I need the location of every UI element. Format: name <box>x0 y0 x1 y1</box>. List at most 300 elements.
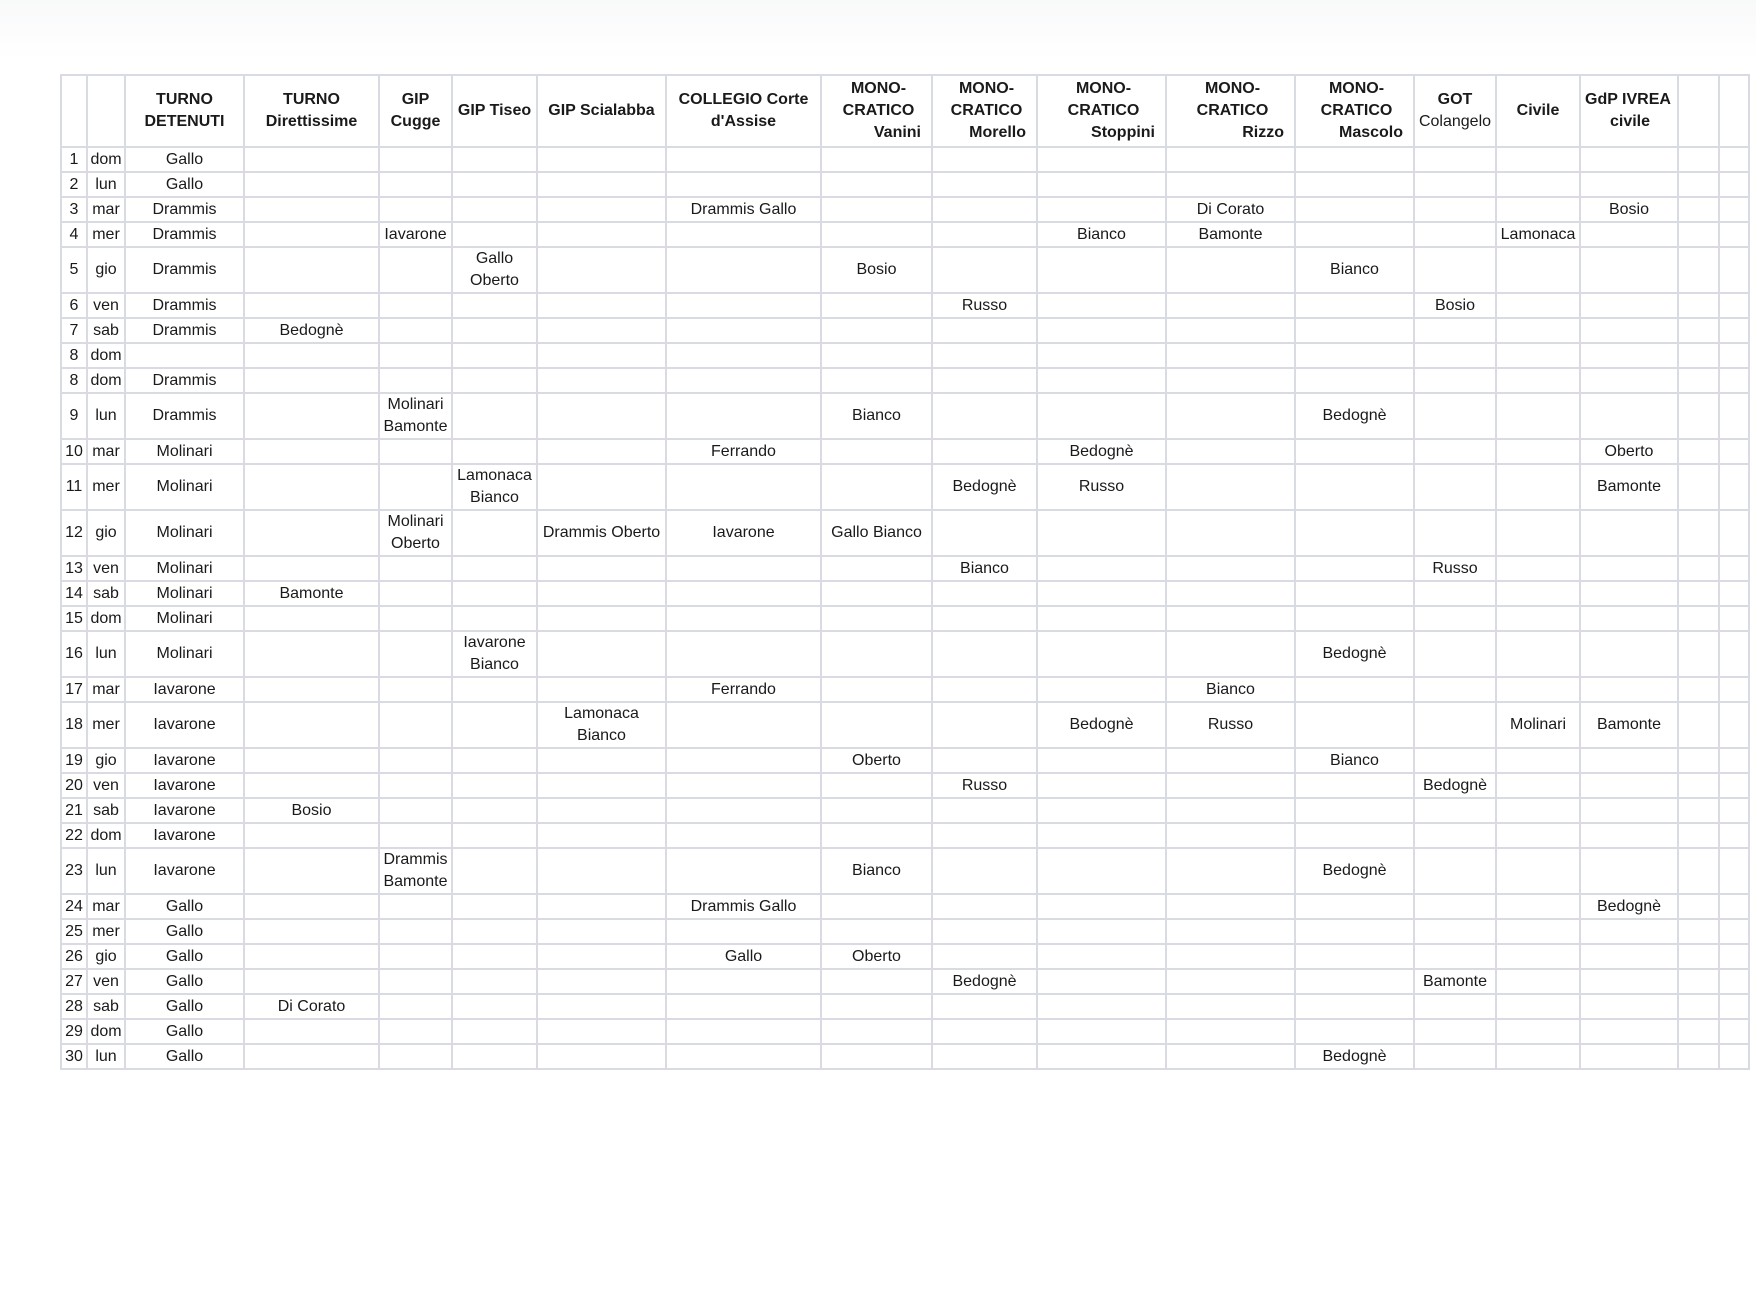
cell-gdp[interactable] <box>1580 368 1678 393</box>
cell-x1[interactable] <box>1678 773 1719 798</box>
cell-stoppini[interactable] <box>1037 969 1166 994</box>
cell-det[interactable]: Iavarone <box>125 677 244 702</box>
cell-morello[interactable]: Bianco <box>932 556 1037 581</box>
cell-n[interactable]: 16 <box>61 631 87 677</box>
cell-vanini[interactable] <box>821 172 932 197</box>
cell-scialabba[interactable] <box>537 848 666 894</box>
cell-x1[interactable] <box>1678 631 1719 677</box>
cell-dir[interactable] <box>244 147 379 172</box>
cell-rizzo[interactable] <box>1166 293 1295 318</box>
cell-dir[interactable] <box>244 969 379 994</box>
cell-gdp[interactable]: Bedognè <box>1580 894 1678 919</box>
cell-collegio[interactable]: Iavarone <box>666 510 821 556</box>
cell-vanini[interactable] <box>821 919 932 944</box>
cell-stoppini[interactable]: Bedognè <box>1037 439 1166 464</box>
cell-gdp[interactable] <box>1580 773 1678 798</box>
cell-n[interactable]: 1 <box>61 147 87 172</box>
cell-morello[interactable] <box>932 702 1037 748</box>
cell-gdp[interactable] <box>1580 677 1678 702</box>
cell-vanini[interactable] <box>821 147 932 172</box>
header-num[interactable] <box>61 75 87 147</box>
cell-gdp[interactable] <box>1580 318 1678 343</box>
cell-vanini[interactable] <box>821 894 932 919</box>
cell-det[interactable]: Drammis <box>125 197 244 222</box>
cell-mascolo[interactable]: Bedognè <box>1295 848 1414 894</box>
cell-got[interactable] <box>1414 510 1496 556</box>
cell-cugge[interactable] <box>379 1019 452 1044</box>
cell-gdp[interactable] <box>1580 798 1678 823</box>
cell-collegio[interactable] <box>666 393 821 439</box>
cell-collegio[interactable] <box>666 147 821 172</box>
header-collegio[interactable]: COLLEGIO Corte d'Assise <box>666 75 821 147</box>
header-gip-cugge[interactable]: GIP Cugge <box>379 75 452 147</box>
cell-gdp[interactable] <box>1580 631 1678 677</box>
cell-mascolo[interactable] <box>1295 944 1414 969</box>
cell-tiseo[interactable] <box>452 464 537 510</box>
cell-civile[interactable] <box>1496 343 1580 368</box>
cell-morello[interactable] <box>932 1044 1037 1069</box>
cell-civile[interactable]: Molinari <box>1496 702 1580 748</box>
cell-dir[interactable] <box>244 247 379 293</box>
cell-x2[interactable] <box>1719 969 1749 994</box>
cell-stoppini[interactable] <box>1037 894 1166 919</box>
cell-collegio[interactable] <box>666 631 821 677</box>
cell-scialabba[interactable] <box>537 247 666 293</box>
header-mono-mascolo[interactable] <box>1295 75 1414 147</box>
cell-rizzo[interactable] <box>1166 172 1295 197</box>
cell-stoppini[interactable] <box>1037 172 1166 197</box>
cell-scialabba[interactable] <box>537 581 666 606</box>
cell-rizzo[interactable] <box>1166 1019 1295 1044</box>
cell-tiseo[interactable] <box>452 293 537 318</box>
cell-got[interactable] <box>1414 147 1496 172</box>
cell-rizzo[interactable] <box>1166 969 1295 994</box>
cell-cugge[interactable] <box>379 318 452 343</box>
cell-cugge[interactable] <box>379 748 452 773</box>
cell-x2[interactable] <box>1719 848 1749 894</box>
cell-stoppini[interactable] <box>1037 944 1166 969</box>
cell-x1[interactable] <box>1678 318 1719 343</box>
cell-det[interactable]: Drammis <box>125 247 244 293</box>
cell-collegio[interactable]: Drammis Gallo <box>666 197 821 222</box>
cell-mascolo[interactable] <box>1295 798 1414 823</box>
cell-rizzo[interactable] <box>1166 919 1295 944</box>
cell-day[interactable]: gio <box>87 247 125 293</box>
cell-collegio[interactable] <box>666 343 821 368</box>
cell-gdp[interactable] <box>1580 969 1678 994</box>
cell-vanini[interactable] <box>821 969 932 994</box>
cell-x1[interactable] <box>1678 172 1719 197</box>
cell-det[interactable]: Molinari <box>125 631 244 677</box>
cell-stoppini[interactable] <box>1037 823 1166 848</box>
cell-x1[interactable] <box>1678 556 1719 581</box>
cell-n[interactable]: 10 <box>61 439 87 464</box>
cell-civile[interactable] <box>1496 1044 1580 1069</box>
cell-morello[interactable] <box>932 919 1037 944</box>
cell-vanini[interactable] <box>821 556 932 581</box>
cell-dir[interactable] <box>244 773 379 798</box>
cell-collegio[interactable] <box>666 1044 821 1069</box>
cell-n[interactable]: 17 <box>61 677 87 702</box>
cell-x1[interactable] <box>1678 944 1719 969</box>
cell-dir[interactable] <box>244 293 379 318</box>
cell-gdp[interactable] <box>1580 247 1678 293</box>
cell-dir[interactable] <box>244 631 379 677</box>
cell-x1[interactable] <box>1678 702 1719 748</box>
cell-x2[interactable] <box>1719 393 1749 439</box>
cell-det[interactable]: Gallo <box>125 172 244 197</box>
cell-scialabba[interactable] <box>537 464 666 510</box>
cell-got[interactable] <box>1414 944 1496 969</box>
cell-x1[interactable] <box>1678 581 1719 606</box>
cell-tiseo[interactable] <box>452 393 537 439</box>
cell-tiseo[interactable] <box>452 848 537 894</box>
cell-x2[interactable] <box>1719 293 1749 318</box>
cell-vanini[interactable]: Oberto <box>821 944 932 969</box>
cell-mascolo[interactable] <box>1295 894 1414 919</box>
cell-x1[interactable] <box>1678 197 1719 222</box>
cell-morello[interactable] <box>932 343 1037 368</box>
cell-mascolo[interactable]: Bedognè <box>1295 1044 1414 1069</box>
cell-rizzo[interactable] <box>1166 581 1295 606</box>
cell-n[interactable]: 21 <box>61 798 87 823</box>
cell-tiseo[interactable] <box>452 581 537 606</box>
cell-rizzo[interactable] <box>1166 393 1295 439</box>
cell-rizzo[interactable] <box>1166 1044 1295 1069</box>
cell-collegio[interactable] <box>666 556 821 581</box>
cell-mascolo[interactable]: Bedognè <box>1295 393 1414 439</box>
cell-x1[interactable] <box>1678 969 1719 994</box>
cell-n[interactable]: 23 <box>61 848 87 894</box>
cell-got[interactable]: Bedognè <box>1414 773 1496 798</box>
cell-tiseo[interactable] <box>452 343 537 368</box>
cell-tiseo[interactable] <box>452 247 537 293</box>
cell-dir[interactable] <box>244 222 379 247</box>
cell-x2[interactable] <box>1719 247 1749 293</box>
cell-tiseo[interactable] <box>452 1044 537 1069</box>
cell-tiseo[interactable] <box>452 368 537 393</box>
cell-tiseo[interactable] <box>452 1019 537 1044</box>
cell-collegio[interactable] <box>666 773 821 798</box>
cell-rizzo[interactable] <box>1166 748 1295 773</box>
cell-x1[interactable] <box>1678 798 1719 823</box>
cell-x2[interactable] <box>1719 1044 1749 1069</box>
cell-gdp[interactable]: Bamonte <box>1580 702 1678 748</box>
cell-x1[interactable] <box>1678 439 1719 464</box>
cell-day[interactable]: sab <box>87 798 125 823</box>
cell-x1[interactable] <box>1678 464 1719 510</box>
cell-scialabba[interactable] <box>537 969 666 994</box>
cell-rizzo[interactable] <box>1166 247 1295 293</box>
cell-det[interactable]: Molinari <box>125 439 244 464</box>
cell-scialabba[interactable] <box>537 702 666 748</box>
cell-det[interactable]: Gallo <box>125 919 244 944</box>
header-turno-direttissime[interactable]: TURNO Direttissime <box>244 75 379 147</box>
cell-dir[interactable] <box>244 368 379 393</box>
cell-vanini[interactable] <box>821 293 932 318</box>
cell-stoppini[interactable] <box>1037 343 1166 368</box>
cell-x1[interactable] <box>1678 510 1719 556</box>
cell-n[interactable]: 29 <box>61 1019 87 1044</box>
cell-collegio[interactable]: Gallo <box>666 944 821 969</box>
cell-morello[interactable] <box>932 510 1037 556</box>
cell-rizzo[interactable] <box>1166 823 1295 848</box>
cell-cugge[interactable] <box>379 798 452 823</box>
cell-got[interactable] <box>1414 222 1496 247</box>
cell-stoppini[interactable]: Bedognè <box>1037 702 1166 748</box>
cell-civile[interactable] <box>1496 677 1580 702</box>
cell-gdp[interactable] <box>1580 823 1678 848</box>
cell-x2[interactable] <box>1719 702 1749 748</box>
cell-scialabba[interactable] <box>537 773 666 798</box>
cell-x1[interactable] <box>1678 293 1719 318</box>
cell-civile[interactable] <box>1496 848 1580 894</box>
cell-det[interactable]: Gallo <box>125 147 244 172</box>
cell-day[interactable]: mar <box>87 439 125 464</box>
cell-rizzo[interactable] <box>1166 773 1295 798</box>
cell-rizzo[interactable] <box>1166 343 1295 368</box>
cell-got[interactable] <box>1414 631 1496 677</box>
cell-x2[interactable] <box>1719 343 1749 368</box>
cell-got[interactable] <box>1414 172 1496 197</box>
cell-morello[interactable] <box>932 677 1037 702</box>
cell-n[interactable]: 14 <box>61 581 87 606</box>
cell-scialabba[interactable] <box>537 368 666 393</box>
cell-tiseo[interactable] <box>452 439 537 464</box>
cell-cugge[interactable] <box>379 343 452 368</box>
cell-stoppini[interactable] <box>1037 147 1166 172</box>
cell-vanini[interactable] <box>821 677 932 702</box>
cell-x1[interactable] <box>1678 343 1719 368</box>
cell-morello[interactable]: Russo <box>932 773 1037 798</box>
cell-det[interactable]: Iavarone <box>125 702 244 748</box>
cell-tiseo[interactable] <box>452 798 537 823</box>
cell-mascolo[interactable] <box>1295 581 1414 606</box>
cell-x2[interactable] <box>1719 677 1749 702</box>
cell-dir[interactable] <box>244 197 379 222</box>
cell-x2[interactable] <box>1719 222 1749 247</box>
cell-stoppini[interactable]: Bianco <box>1037 222 1166 247</box>
cell-day[interactable]: sab <box>87 994 125 1019</box>
cell-scialabba[interactable] <box>537 393 666 439</box>
header-mono-rizzo[interactable] <box>1166 75 1295 147</box>
cell-x1[interactable] <box>1678 606 1719 631</box>
cell-day[interactable]: mer <box>87 919 125 944</box>
cell-mascolo[interactable] <box>1295 773 1414 798</box>
cell-day[interactable]: sab <box>87 581 125 606</box>
cell-x1[interactable] <box>1678 247 1719 293</box>
cell-det[interactable]: Molinari <box>125 581 244 606</box>
cell-vanini[interactable] <box>821 1019 932 1044</box>
cell-scialabba[interactable] <box>537 318 666 343</box>
cell-mascolo[interactable] <box>1295 919 1414 944</box>
cell-vanini[interactable]: Oberto <box>821 748 932 773</box>
cell-vanini[interactable]: Bosio <box>821 247 932 293</box>
cell-day[interactable]: mer <box>87 702 125 748</box>
cell-n[interactable]: 22 <box>61 823 87 848</box>
cell-civile[interactable] <box>1496 631 1580 677</box>
cell-cugge[interactable] <box>379 919 452 944</box>
header-mono-vanini[interactable] <box>821 75 932 147</box>
cell-morello[interactable] <box>932 172 1037 197</box>
cell-vanini[interactable] <box>821 1044 932 1069</box>
cell-rizzo[interactable] <box>1166 556 1295 581</box>
cell-got[interactable] <box>1414 994 1496 1019</box>
cell-day[interactable]: mer <box>87 464 125 510</box>
cell-got[interactable] <box>1414 393 1496 439</box>
cell-morello[interactable] <box>932 581 1037 606</box>
cell-scialabba[interactable] <box>537 677 666 702</box>
cell-det[interactable] <box>125 343 244 368</box>
cell-day[interactable]: lun <box>87 172 125 197</box>
cell-n[interactable]: 26 <box>61 944 87 969</box>
cell-tiseo[interactable] <box>452 894 537 919</box>
cell-civile[interactable] <box>1496 944 1580 969</box>
cell-collegio[interactable] <box>666 848 821 894</box>
cell-rizzo[interactable] <box>1166 510 1295 556</box>
cell-cugge[interactable] <box>379 464 452 510</box>
cell-stoppini[interactable] <box>1037 247 1166 293</box>
cell-cugge[interactable] <box>379 393 452 439</box>
cell-n[interactable]: 18 <box>61 702 87 748</box>
cell-dir[interactable] <box>244 894 379 919</box>
cell-n[interactable]: 24 <box>61 894 87 919</box>
cell-rizzo[interactable]: Di Corato <box>1166 197 1295 222</box>
cell-mascolo[interactable] <box>1295 368 1414 393</box>
cell-det[interactable]: Gallo <box>125 894 244 919</box>
header-mono-stoppini[interactable] <box>1037 75 1166 147</box>
cell-morello[interactable] <box>932 247 1037 293</box>
cell-mascolo[interactable]: Bedognè <box>1295 631 1414 677</box>
cell-morello[interactable] <box>932 147 1037 172</box>
cell-cugge[interactable] <box>379 677 452 702</box>
cell-n[interactable]: 20 <box>61 773 87 798</box>
cell-morello[interactable]: Russo <box>932 293 1037 318</box>
cell-dir[interactable]: Bosio <box>244 798 379 823</box>
cell-got[interactable]: Russo <box>1414 556 1496 581</box>
cell-cugge[interactable] <box>379 556 452 581</box>
cell-morello[interactable] <box>932 798 1037 823</box>
cell-mascolo[interactable] <box>1295 172 1414 197</box>
cell-gdp[interactable] <box>1580 1019 1678 1044</box>
cell-vanini[interactable] <box>821 197 932 222</box>
cell-day[interactable]: dom <box>87 1019 125 1044</box>
cell-scialabba[interactable] <box>537 439 666 464</box>
cell-morello[interactable] <box>932 823 1037 848</box>
cell-vanini[interactable] <box>821 368 932 393</box>
cell-stoppini[interactable] <box>1037 1019 1166 1044</box>
cell-det[interactable]: Iavarone <box>125 823 244 848</box>
cell-gdp[interactable] <box>1580 510 1678 556</box>
cell-got[interactable] <box>1414 464 1496 510</box>
cell-vanini[interactable] <box>821 823 932 848</box>
cell-got[interactable] <box>1414 894 1496 919</box>
cell-tiseo[interactable] <box>452 172 537 197</box>
cell-scialabba[interactable] <box>537 606 666 631</box>
cell-n[interactable]: 13 <box>61 556 87 581</box>
cell-gdp[interactable] <box>1580 172 1678 197</box>
cell-x2[interactable] <box>1719 631 1749 677</box>
cell-dir[interactable] <box>244 556 379 581</box>
cell-day[interactable]: dom <box>87 368 125 393</box>
cell-mascolo[interactable] <box>1295 823 1414 848</box>
cell-x2[interactable] <box>1719 147 1749 172</box>
cell-stoppini[interactable] <box>1037 994 1166 1019</box>
cell-x2[interactable] <box>1719 439 1749 464</box>
cell-civile[interactable] <box>1496 393 1580 439</box>
cell-mascolo[interactable] <box>1295 606 1414 631</box>
cell-civile[interactable] <box>1496 798 1580 823</box>
cell-mascolo[interactable] <box>1295 969 1414 994</box>
cell-n[interactable]: 8 <box>61 368 87 393</box>
cell-x1[interactable] <box>1678 393 1719 439</box>
cell-day[interactable]: dom <box>87 606 125 631</box>
cell-det[interactable]: Molinari <box>125 510 244 556</box>
cell-dir[interactable]: Bedognè <box>244 318 379 343</box>
cell-collegio[interactable] <box>666 222 821 247</box>
cell-tiseo[interactable] <box>452 631 537 677</box>
cell-dir[interactable] <box>244 510 379 556</box>
cell-x1[interactable] <box>1678 994 1719 1019</box>
cell-x1[interactable] <box>1678 222 1719 247</box>
cell-dir[interactable]: Bamonte <box>244 581 379 606</box>
cell-cugge[interactable] <box>379 247 452 293</box>
cell-got[interactable] <box>1414 197 1496 222</box>
cell-cugge[interactable] <box>379 581 452 606</box>
cell-scialabba[interactable] <box>537 798 666 823</box>
cell-det[interactable]: Molinari <box>125 464 244 510</box>
cell-day[interactable]: lun <box>87 848 125 894</box>
cell-morello[interactable]: Bedognè <box>932 969 1037 994</box>
cell-stoppini[interactable] <box>1037 510 1166 556</box>
cell-stoppini[interactable] <box>1037 318 1166 343</box>
cell-det[interactable]: Iavarone <box>125 773 244 798</box>
cell-x2[interactable] <box>1719 556 1749 581</box>
cell-scialabba[interactable] <box>537 919 666 944</box>
cell-stoppini[interactable] <box>1037 581 1166 606</box>
cell-day[interactable]: dom <box>87 343 125 368</box>
cell-cugge[interactable] <box>379 702 452 748</box>
cell-vanini[interactable] <box>821 581 932 606</box>
cell-cugge[interactable]: Iavarone <box>379 222 452 247</box>
cell-det[interactable]: Gallo <box>125 994 244 1019</box>
cell-morello[interactable] <box>932 894 1037 919</box>
cell-x2[interactable] <box>1719 318 1749 343</box>
cell-x2[interactable] <box>1719 510 1749 556</box>
cell-civile[interactable] <box>1496 556 1580 581</box>
cell-gdp[interactable] <box>1580 556 1678 581</box>
cell-collegio[interactable] <box>666 318 821 343</box>
cell-scialabba[interactable] <box>537 994 666 1019</box>
cell-stoppini[interactable] <box>1037 556 1166 581</box>
cell-det[interactable]: Molinari <box>125 556 244 581</box>
cell-det[interactable]: Drammis <box>125 222 244 247</box>
cell-got[interactable] <box>1414 702 1496 748</box>
cell-vanini[interactable]: Bianco <box>821 393 932 439</box>
cell-det[interactable]: Gallo <box>125 944 244 969</box>
cell-tiseo[interactable] <box>452 969 537 994</box>
cell-collegio[interactable] <box>666 969 821 994</box>
cell-cugge[interactable] <box>379 368 452 393</box>
cell-morello[interactable] <box>932 439 1037 464</box>
cell-tiseo[interactable] <box>452 677 537 702</box>
header-mono-morello[interactable] <box>932 75 1037 147</box>
cell-x2[interactable] <box>1719 944 1749 969</box>
cell-day[interactable]: ven <box>87 773 125 798</box>
cell-collegio[interactable]: Ferrando <box>666 677 821 702</box>
cell-n[interactable]: 30 <box>61 1044 87 1069</box>
cell-cugge[interactable] <box>379 944 452 969</box>
